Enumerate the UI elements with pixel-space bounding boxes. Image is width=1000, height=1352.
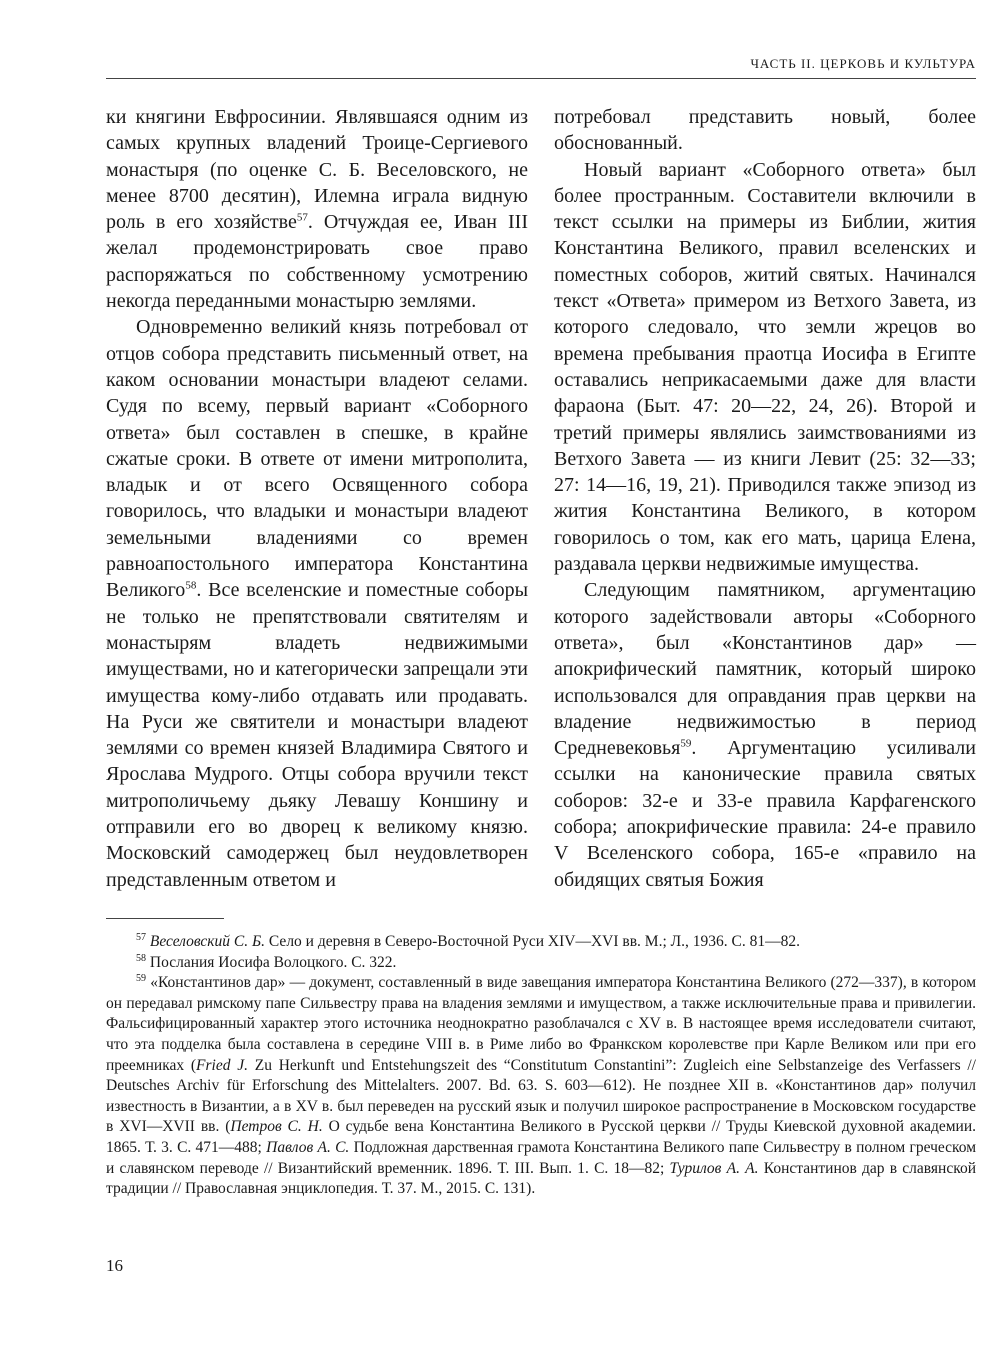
paragraph: Одновременно великий князь потребовал от отцов собора представить письменный ответ, на каком основании монастыри владеют селами. Судя по всему, первый вариант «Соборного ответа» был составлен в спешке, в крайне сжатые сроки. В ответе от имени митрополита, владык и от всего Освященного собора говорилось, что владыки и монастыри владеют земельными владениями со времен равноапостольного императора Константина Великого$^{58}$. Все вселенские и поместные соборы не только не препятствовали святителям и монастырям владеть недвижимыми имуществами, но и категорически запрещали эти имущества кому-либо отдавать или продавать. На Руси же святители и монастыри владеют землями со времен князей Владимира Святого и Ярослава Мудрого. Отцы собора вручили текст митрополичьему дьяку Левашу Коншину и отправили его во дворец к великому князю. Московский самодержец был неудовлетворен представленным ответом и [106,316,528,891]
paragraph: Следующим памятником, аргументацию которого задействовали авторы «Соборного ответа», был «Константинов дар» — апокрифический памятник, который широко использовался для оправдания прав церкви на владение недвижимостью в период Средневековья$^{59}$. Аргументацию усиливали ссылки на канонические правила святых соборов: 32-е и 33-е правила Карфагенского собора; апокрифические правила: 24-е правило V Вселенского собора, 165-е «правило на обидящих святыя Божия [554,579,976,891]
running-head: ЧАСТЬ II. ЦЕРКОВЬ И КУЛЬТУРА [750,56,976,71]
right-column [554,104,976,893]
footnote-ref-58[interactable]: 58 [185,579,197,592]
page-number: 16 [106,1256,123,1275]
footnotes [106,932,976,1200]
paragraph: Новый вариант «Соборного ответа» был более пространным. Составители включили в текст ссылки на примеры из Библии, жития Константина Великого, правил вселенских и поместных соборов, житий святых. Начинался текст «Ответа» примером из Ветхого Завета, из которого следовало, что земли жрецов во времена пребывания праотца Иосифа в Египте оставались неприкасаемыми даже для власти фараона (Быт. 47: 20—22, 24, 26). Второй и третий примеры являлись заимствованиями из Ветхого Завета — из книги Левит (25: 32—33; 27: 14—16, 19, 21). Приводился также эпизод из жития Константина Великого, в котором говорилось о том, как его мать, царица Елена, раздавала церкви недвижимые имущества. [554,158,976,576]
footnote-ref-57[interactable]: 57 [296,211,308,224]
footnote-ref-59[interactable]: 59 [680,737,692,750]
footnote-rule [106,918,224,919]
header-rule [106,78,976,79]
footnote-59: $^{59}$ «Константинов дар» — документ, составленный в виде завещания императора Константина Великого (272—337), в котором он передавал римскому папе Сильвестру права на владения землями и имуществом, а также исключительные права и привилегии. Фальсифицированный характер этого источника неоднократно разоблачался с XV в. В настоящее время исследователи считают, что эта подделка была составлена в середине VIII в. в Риме либо во Франкском королевстве при Карле Великом или при его преемниках (Fried J. Zu Herkunft und Entstehungszeit des “Constitutum Constantini”: Zugleich eine Selbstanzeige des Verfassers // Deutsches Archiv für Erforschung des Mittelalters. 2007. Bd. 63. S. 603—612). Не позднее XII в. «Константинов дар» получил известность в Византии, а в XV в. был переведен на русский язык и получил широкое распространение в Московском государстве в XVI—XVII вв. (Петров С. Н. О судьбе вена Константина Великого в Русской церкви // Труды Киевской духовной академии. 1865. Т. 3. С. 471—488; Павлов А. С. Подложная дарственная грамота Константина Великого папе Сильвестру в полном греческом и славянском переводе // Византийский временник. 1896. Т. III. Вып. 1. С. 18—82; Турилов А. А. Константинов дар в славянской традиции // Православная энциклопедия. Т. 37. М., 2015. С. 131). [106,973,977,1198]
left-column [106,104,528,893]
footnote-57: $^{57}$ Веселовский С. Б. Село и деревня в Северо-Восточной Руси XIV—XVI вв. М.; Л., 1936. С. 81—82. [136,931,800,950]
footnote-58: $^{58}$ Послания Иосифа Волоцкого. С. 322. [136,952,397,971]
paragraph: ки княгини Евфросинии. Являвшаяся одним из самых крупных владений Троице-Сергиевого монастыря (по оценке С. Б. Веселовского, не менее 8700 десятин), Илемна играла видную роль в его хозяйстве$^{57}$. Отчуждая ее, Иван III желал продемонстрировать свое право распоряжаться по собственному усмотрению некогда переданными монастырю землями. [106,106,528,313]
paragraph: потребовал представить новый, более обоснованный. [554,106,976,155]
